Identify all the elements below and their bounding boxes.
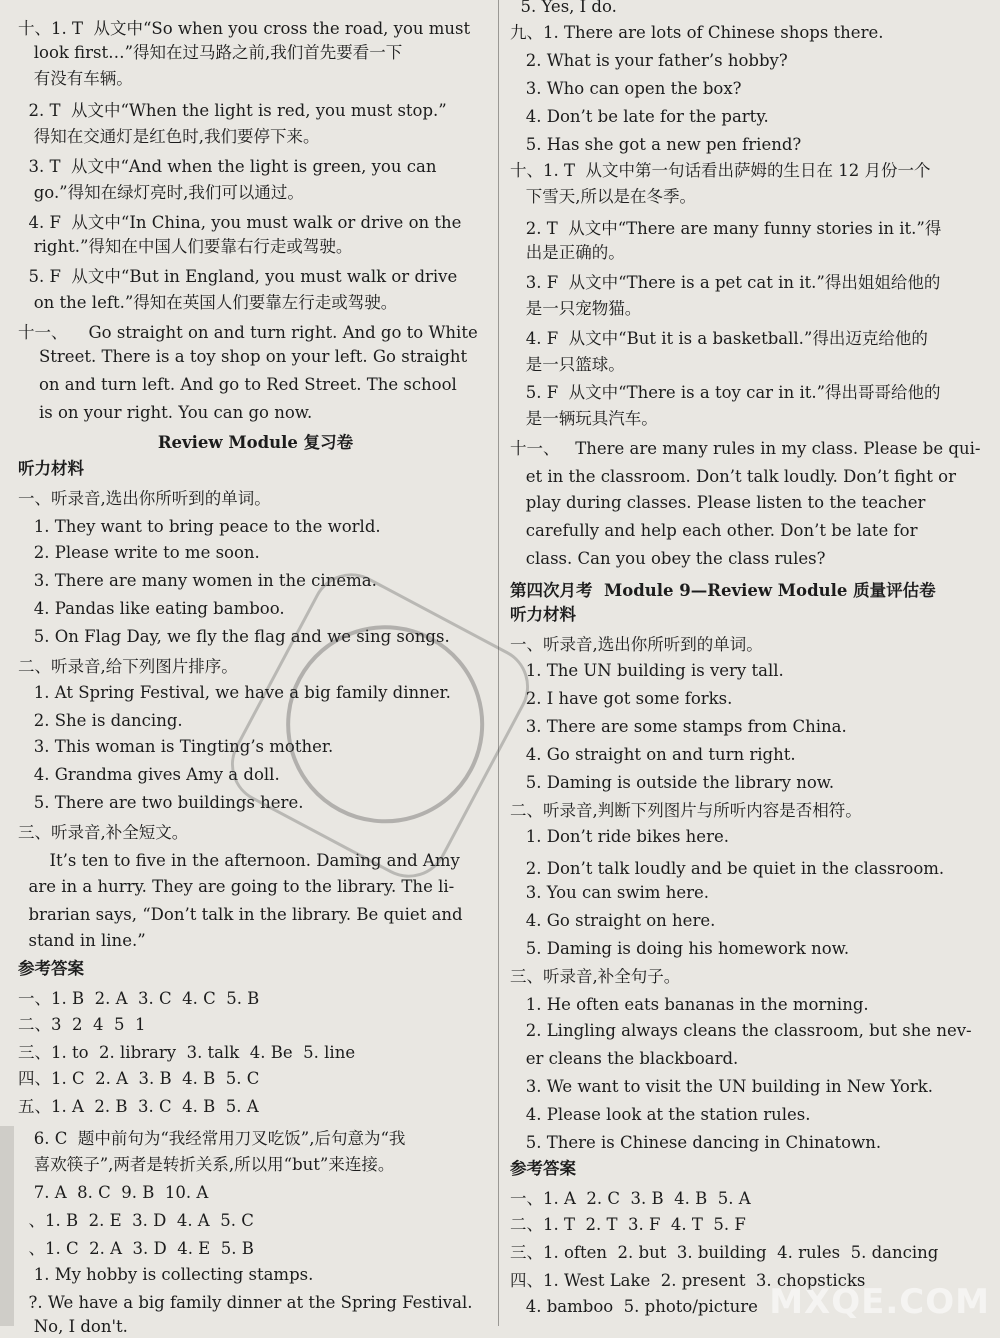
right-line: et in the classroom. Don’t talk loudly. Don’t fight or xyxy=(510,467,956,486)
left-line: 三、1. to 2. library 3. talk 4. Be 5. line xyxy=(18,1043,356,1062)
right-line: 5. Daming is doing his homework now. xyxy=(510,939,850,958)
right-line: 2. What is your father’s hobby? xyxy=(510,51,788,70)
left-line: brarian says, “Don’t talk in the library. Be quiet and xyxy=(18,905,463,924)
right-line: 1. He often eats bananas in the morning. xyxy=(510,995,869,1014)
right-line: 4. Go straight on and turn right. xyxy=(510,745,796,764)
left-line: 二、听录音,给下列图片排序。 xyxy=(18,657,238,676)
right-line: 5. Yes, I do. xyxy=(510,0,617,16)
right-line: 4. Please look at the station rules. xyxy=(510,1105,811,1124)
right-line: 4. F 从文中“But it is a basketball.”得出迈克给他的 xyxy=(510,329,928,348)
right-line: 3. You can swim here. xyxy=(510,883,709,902)
right-line: 九、1. There are lots of Chinese shops there. xyxy=(510,23,884,42)
left-line: 3. This woman is Tingting’s mother. xyxy=(18,737,334,756)
left-line: Review Module 复习卷 xyxy=(157,433,354,452)
left-line: 参考答案 xyxy=(18,959,84,978)
right-line: 1. Don’t ride bikes here. xyxy=(510,827,729,846)
right-line: 3. Who can open the box? xyxy=(510,79,742,98)
left-line: stand in line.” xyxy=(18,931,146,950)
right-line: 一、1. A 2. C 3. B 4. B 5. A xyxy=(510,1189,751,1208)
right-line: 十一、 There are many rules in my class. Please be qui- xyxy=(510,439,981,458)
right-line: 3. We want to visit the UN building in New York. xyxy=(510,1077,933,1096)
left-line: No, I don't. xyxy=(18,1317,128,1336)
left-line: It’s ten to five in the afternoon. Daming and Amy xyxy=(18,851,460,870)
left-line: right.”得知在中国人们要靠右行走或驾驶。 xyxy=(18,237,353,256)
left-line: 五、1. A 2. B 3. C 4. B 5. A xyxy=(18,1097,259,1116)
right-line: 二、1. T 2. T 3. F 4. T 5. F xyxy=(510,1215,746,1234)
left-line: on the left.”得知在英国人们要靠左行走或驾驶。 xyxy=(18,293,398,312)
left-line: 6. C 题中前句为“我经常用刀叉吃饭”,后句意为“我 xyxy=(18,1129,406,1148)
left-line: 2. She is dancing. xyxy=(18,711,183,730)
left-line: 2. Please write to me soon. xyxy=(18,543,260,562)
corner-watermark: MXQE.COM xyxy=(769,1282,990,1322)
left-line: 5. There are two buildings here. xyxy=(18,793,304,812)
right-line: carefully and help each other. Don’t be late for xyxy=(510,521,918,540)
right-line: 5. Daming is outside the library now. xyxy=(510,773,835,792)
right-line: 下雪天,所以是在冬季。 xyxy=(510,187,696,206)
left-line: 有没有车辆。 xyxy=(18,69,133,88)
right-line: 是一辆玩具汽车。 xyxy=(510,409,658,428)
left-line: 1. At Spring Festival, we have a big family dinner. xyxy=(18,683,451,702)
left-line: 一、1. B 2. A 3. C 4. C 5. B xyxy=(18,989,260,1008)
left-line: 5. On Flag Day, we fly the flag and we sing songs. xyxy=(18,627,450,646)
right-line: 参考答案 xyxy=(510,1159,576,1178)
left-line: 3. There are many women in the cinema. xyxy=(18,571,377,590)
left-line: 喜欢筷子”,两者是转折关系,所以用“but”来连接。 xyxy=(18,1155,395,1174)
left-line: 2. T 从文中“When the light is red, you must stop.” xyxy=(18,101,447,120)
right-line: 一、听录音,选出你所听到的单词。 xyxy=(510,635,763,654)
left-line: 一、听录音,选出你所听到的单词。 xyxy=(18,489,271,508)
right-line: 3. F 从文中“There is a pet cat in it.”得出姐姐给他的 xyxy=(510,273,941,292)
right-line: 5. F 从文中“There is a toy car in it.”得出哥哥给他的 xyxy=(510,383,941,402)
left-line: is on your right. You can go now. xyxy=(18,403,313,422)
right-line: er cleans the blackboard. xyxy=(510,1049,739,1068)
right-line: 十、1. T 从文中第一句话看出萨姆的生日在 12 月份一个 xyxy=(510,161,931,180)
left-line: ?. We have a big family dinner at the Spring Festival. xyxy=(18,1293,473,1312)
right-line: 2. Don’t talk loudly and be quiet in the classroom. xyxy=(510,859,945,878)
left-line: Street. There is a toy shop on your left. Go straight xyxy=(18,347,468,366)
right-line: 4. bamboo 5. photo/picture xyxy=(510,1297,758,1316)
page-edge-shadow xyxy=(0,1126,14,1326)
right-line: 2. I have got some forks. xyxy=(510,689,733,708)
right-line: 二、听录音,判断下列图片与所听内容是否相符。 xyxy=(510,801,862,820)
left-line: 4. Pandas like eating bamboo. xyxy=(18,599,285,618)
right-line: 第四次月考 Module 9—Review Module 质量评估卷 xyxy=(510,581,936,600)
left-line: go.”得知在绿灯亮时,我们可以通过。 xyxy=(18,183,304,202)
left-line: 二、3 2 4 5 1 xyxy=(18,1015,146,1034)
right-line: 三、1. often 2. but 3. building 4. rules 5. dancing xyxy=(510,1243,939,1262)
left-line: 4. Grandma gives Amy a doll. xyxy=(18,765,280,784)
right-line: 5. There is Chinese dancing in Chinatown. xyxy=(510,1133,882,1152)
right-line: 是一只宠物猫。 xyxy=(510,299,642,318)
left-line: 1. They want to bring peace to the world. xyxy=(18,517,381,536)
left-line: 十一、 Go straight on and turn right. And go to White xyxy=(18,323,478,342)
left-line: on and turn left. And go to Red Street. The school xyxy=(18,375,457,394)
right-line: 5. Has she got a new pen friend? xyxy=(510,135,802,154)
right-line: 听力材料 xyxy=(510,605,576,624)
left-line: 三、听录音,补全短文。 xyxy=(18,823,189,842)
right-line: 2. T 从文中“There are many funny stories in it.”得 xyxy=(510,219,942,238)
right-line: 4. Don’t be late for the party. xyxy=(510,107,769,126)
left-line: 、1. B 2. E 3. D 4. A 5. C xyxy=(18,1211,254,1230)
left-line: 四、1. C 2. A 3. B 4. B 5. C xyxy=(18,1069,260,1088)
right-line: 4. Go straight on here. xyxy=(510,911,716,930)
left-line: 5. F 从文中“But in England, you must walk or drive xyxy=(18,267,458,286)
right-line: class. Can you obey the class rules? xyxy=(510,549,826,568)
right-line: 四、1. West Lake 2. present 3. chopsticks xyxy=(510,1271,866,1290)
left-line: 7. A 8. C 9. B 10. A xyxy=(18,1183,209,1202)
left-line: 1. My hobby is collecting stamps. xyxy=(18,1265,314,1284)
left-line: 、1. C 2. A 3. D 4. E 5. B xyxy=(18,1239,254,1258)
right-line: 1. The UN building is very tall. xyxy=(510,661,784,680)
right-line: 出是正确的。 xyxy=(510,243,625,262)
right-line: play during classes. Please listen to the teacher xyxy=(510,493,926,512)
left-line: 4. F 从文中“In China, you must walk or drive on the xyxy=(18,213,462,232)
left-line: 3. T 从文中“And when the light is green, you can xyxy=(18,157,437,176)
right-line: 三、听录音,补全句子。 xyxy=(510,967,681,986)
right-line: 3. There are some stamps from China. xyxy=(510,717,847,736)
right-line: 是一只篮球。 xyxy=(510,355,625,374)
left-line: 得知在交通灯是红色时,我们要停下来。 xyxy=(18,127,320,146)
left-line: 十、1. T 从文中“So when you cross the road, you must xyxy=(18,19,471,38)
left-line: look first…”得知在过马路之前,我们首先要看一下 xyxy=(18,43,403,62)
right-line: 2. Lingling always cleans the classroom, but she nev- xyxy=(510,1021,972,1040)
left-line: are in a hurry. They are going to the library. The li- xyxy=(18,877,455,896)
left-line: 听力材料 xyxy=(18,459,84,478)
